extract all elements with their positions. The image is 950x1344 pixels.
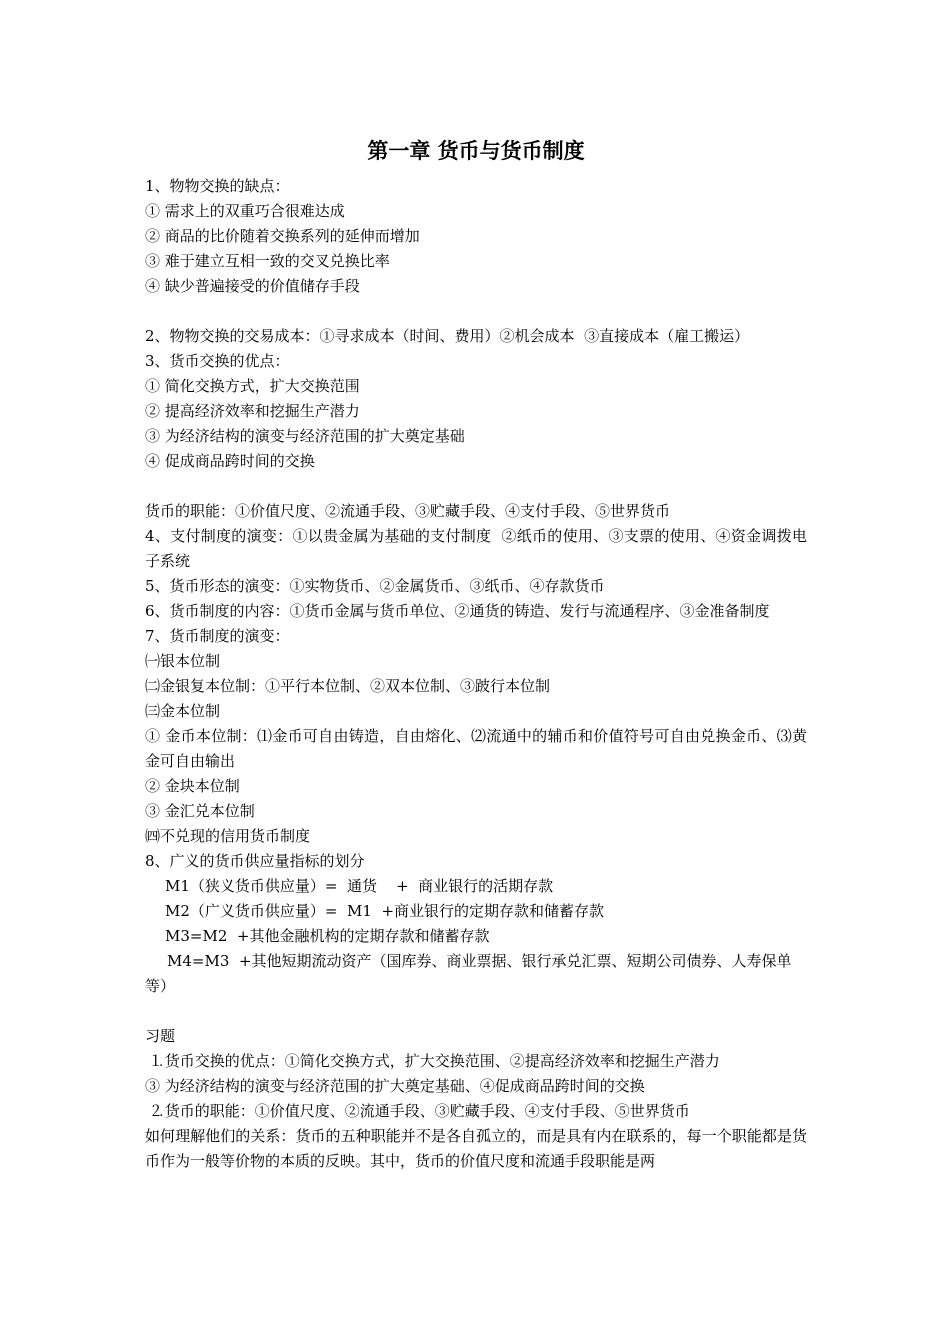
section-7-item: ② 金块本位制 bbox=[145, 777, 240, 795]
exercise-2-question: ⒉货币的职能：①价值尺度、②流通手段、③贮藏手段、④支付手段、⑤世界货币 bbox=[145, 1102, 690, 1120]
section-7-item: ㈠银本位制 bbox=[145, 652, 221, 670]
m4-text: M4=M3 +其他短期流动资产（国库券、商业票据、银行承兑汇票、短期公司债券、人寿保单等） bbox=[145, 952, 792, 995]
section-1-item: ② 商品的比价随着交换系列的延伸而增加 bbox=[145, 227, 420, 245]
section-7-item: ① 金币本位制：⑴金币可自由铸造，自由熔化、⑵流通中的辅币和价值符号可自由兑换金币、⑶黄金可自由输出 bbox=[145, 727, 807, 770]
money-functions: 货币的职能：①价值尺度、②流通手段、③贮藏手段、④支付手段、⑤世界货币 bbox=[145, 502, 671, 520]
section-1-item: ① 需求上的双重巧合很难达成 bbox=[145, 202, 345, 220]
m1-definition: M1（狭义货币供应量）= 通货 + 商业银行的活期存款 bbox=[165, 877, 554, 895]
section-2-text: 2、物物交换的交易成本：①寻求成本（时间、费用）②机会成本 ③直接成本（雇工搬运） bbox=[145, 327, 750, 345]
chapter-title: 第一章 货币与货币制度 bbox=[367, 138, 585, 163]
m4-definition bbox=[145, 949, 807, 999]
blank-line bbox=[145, 299, 807, 324]
m2-definition: M2（广义货币供应量）= M1 +商业银行的定期存款和储蓄存款 bbox=[165, 902, 605, 920]
section-7-item: ㈢金本位制 bbox=[145, 702, 221, 720]
exercise-2-answer: 如何理解他们的关系：货币的五种职能并不是各自孤立的，而是具有内在联系的，每一个职能都是货币作为一般等价物的本质的反映。其中，货币的价值尺度和流通手段职能是两 bbox=[145, 1127, 807, 1170]
section-7-item: ㈣不兑现的信用货币制度 bbox=[145, 827, 311, 845]
section-3-item: ① 简化交换方式，扩大交换范围 bbox=[145, 377, 360, 395]
exercise-1-line-2: ③ 为经济结构的演变与经济范围的扩大奠定基础、④促成商品跨时间的交换 bbox=[145, 1077, 645, 1095]
section-6-text: 6、货币制度的内容：①货币金属与货币单位、②通货的铸造、发行与流通程序、③金准备制度 bbox=[145, 602, 770, 620]
section-3-item: ② 提高经济效率和挖掘生产潜力 bbox=[145, 402, 360, 420]
blank-line bbox=[145, 474, 807, 499]
section-7-heading: 7、货币制度的演变： bbox=[145, 627, 290, 645]
section-3-heading: 3、货币交换的优点： bbox=[145, 352, 290, 370]
section-7-item: ㈡金银复本位制：①平行本位制、②双本位制、③跛行本位制 bbox=[145, 677, 551, 695]
exercises-heading: 习题 bbox=[145, 1027, 176, 1045]
section-4-text: 4、支付制度的演变：①以贵金属为基础的支付制度 ②纸币的使用、③支票的使用、④资金调拨电子系统 bbox=[145, 527, 807, 570]
blank-line bbox=[145, 999, 807, 1024]
exercise-1-line-1: ⒈货币交换的优点：①简化交换方式，扩大交换范围、②提高经济效率和挖掘生产潜力 bbox=[145, 1052, 720, 1070]
section-1-heading: 1、物物交换的缺点： bbox=[145, 177, 290, 195]
section-7-item: ③ 金汇兑本位制 bbox=[145, 802, 255, 820]
section-3-item: ③ 为经济结构的演变与经济范围的扩大奠定基础 bbox=[145, 427, 465, 445]
section-1-item: ④ 缺少普遍接受的价值储存手段 bbox=[145, 277, 360, 295]
document-page bbox=[145, 136, 807, 1174]
section-5-text: 5、货币形态的演变：①实物货币、②金属货币、③纸币、④存款货币 bbox=[145, 577, 605, 595]
m3-definition: M3=M2 +其他金融机构的定期存款和储蓄存款 bbox=[165, 927, 490, 945]
section-3-item: ④ 促成商品跨时间的交换 bbox=[145, 452, 315, 470]
section-1-item: ③ 难于建立互相一致的交叉兑换比率 bbox=[145, 252, 390, 270]
section-8-heading: 8、广义的货币供应量指标的划分 bbox=[145, 852, 365, 870]
